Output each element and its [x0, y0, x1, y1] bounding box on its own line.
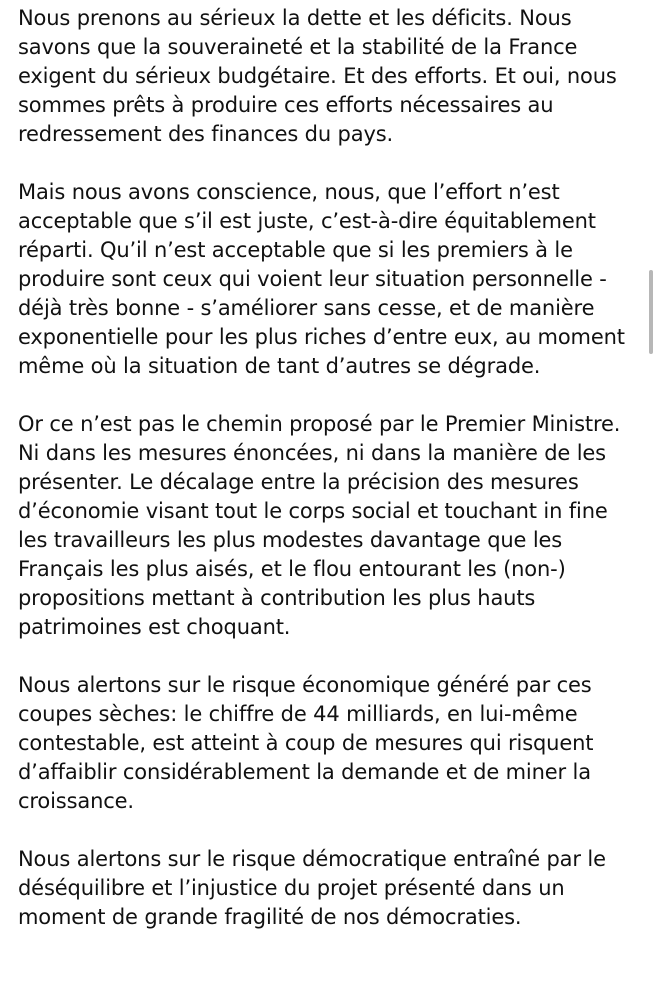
paragraph-2: Mais nous avons conscience, nous, que l’effort n’est acceptable que s’il est juste, c’est-à-dire équitablement réparti. Qu’il n’est acceptable que si les premiers à le produire sont ceux qui voient leur situation personnelle - déjà très bonne - s’améliorer sans cesse, et de manière exponentielle pour les plus riches d’entre eux, au moment même où la situation de tant d’autres se dégrade.	[18, 180, 625, 378]
paragraph-3: Or ce n’est pas le chemin proposé par le Premier Ministre. Ni dans les mesures énoncées, ni dans la manière de les présenter. Le décalage entre la précision des mesures d’économie visant tout le corps social et touchant in fine les travailleurs les plus modestes davantage que les Français les plus aisés, et le flou entourant les (non-) propositions mettant à contribution les plus hauts patrimoines est choquant.	[18, 412, 621, 639]
paragraph-4: Nous alertons sur le risque économique généré par ces coupes sèches: le chiffre de 44 milliards, en lui-même contestable, est atteint à coup de mesures qui risquent d’affaiblir considérablement la demande et de miner la croissance.	[18, 673, 594, 813]
scroll-indicator[interactable]	[649, 270, 653, 354]
paragraph-5: Nous alertons sur le risque démocratique entraîné par le déséquilibre et l’injustice du projet présenté dans un moment de grande fragilité de nos démocraties.	[18, 847, 606, 929]
document-body	[18, 4, 642, 932]
paragraph-1: Nous prenons au sérieux la dette et les déficits. Nous savons que la souveraineté et la stabilité de la France exigent du sérieux budgétaire. Et des efforts. Et oui, nous sommes prêts à produire ces efforts nécessaires au redressement des finances du pays.	[18, 6, 617, 146]
